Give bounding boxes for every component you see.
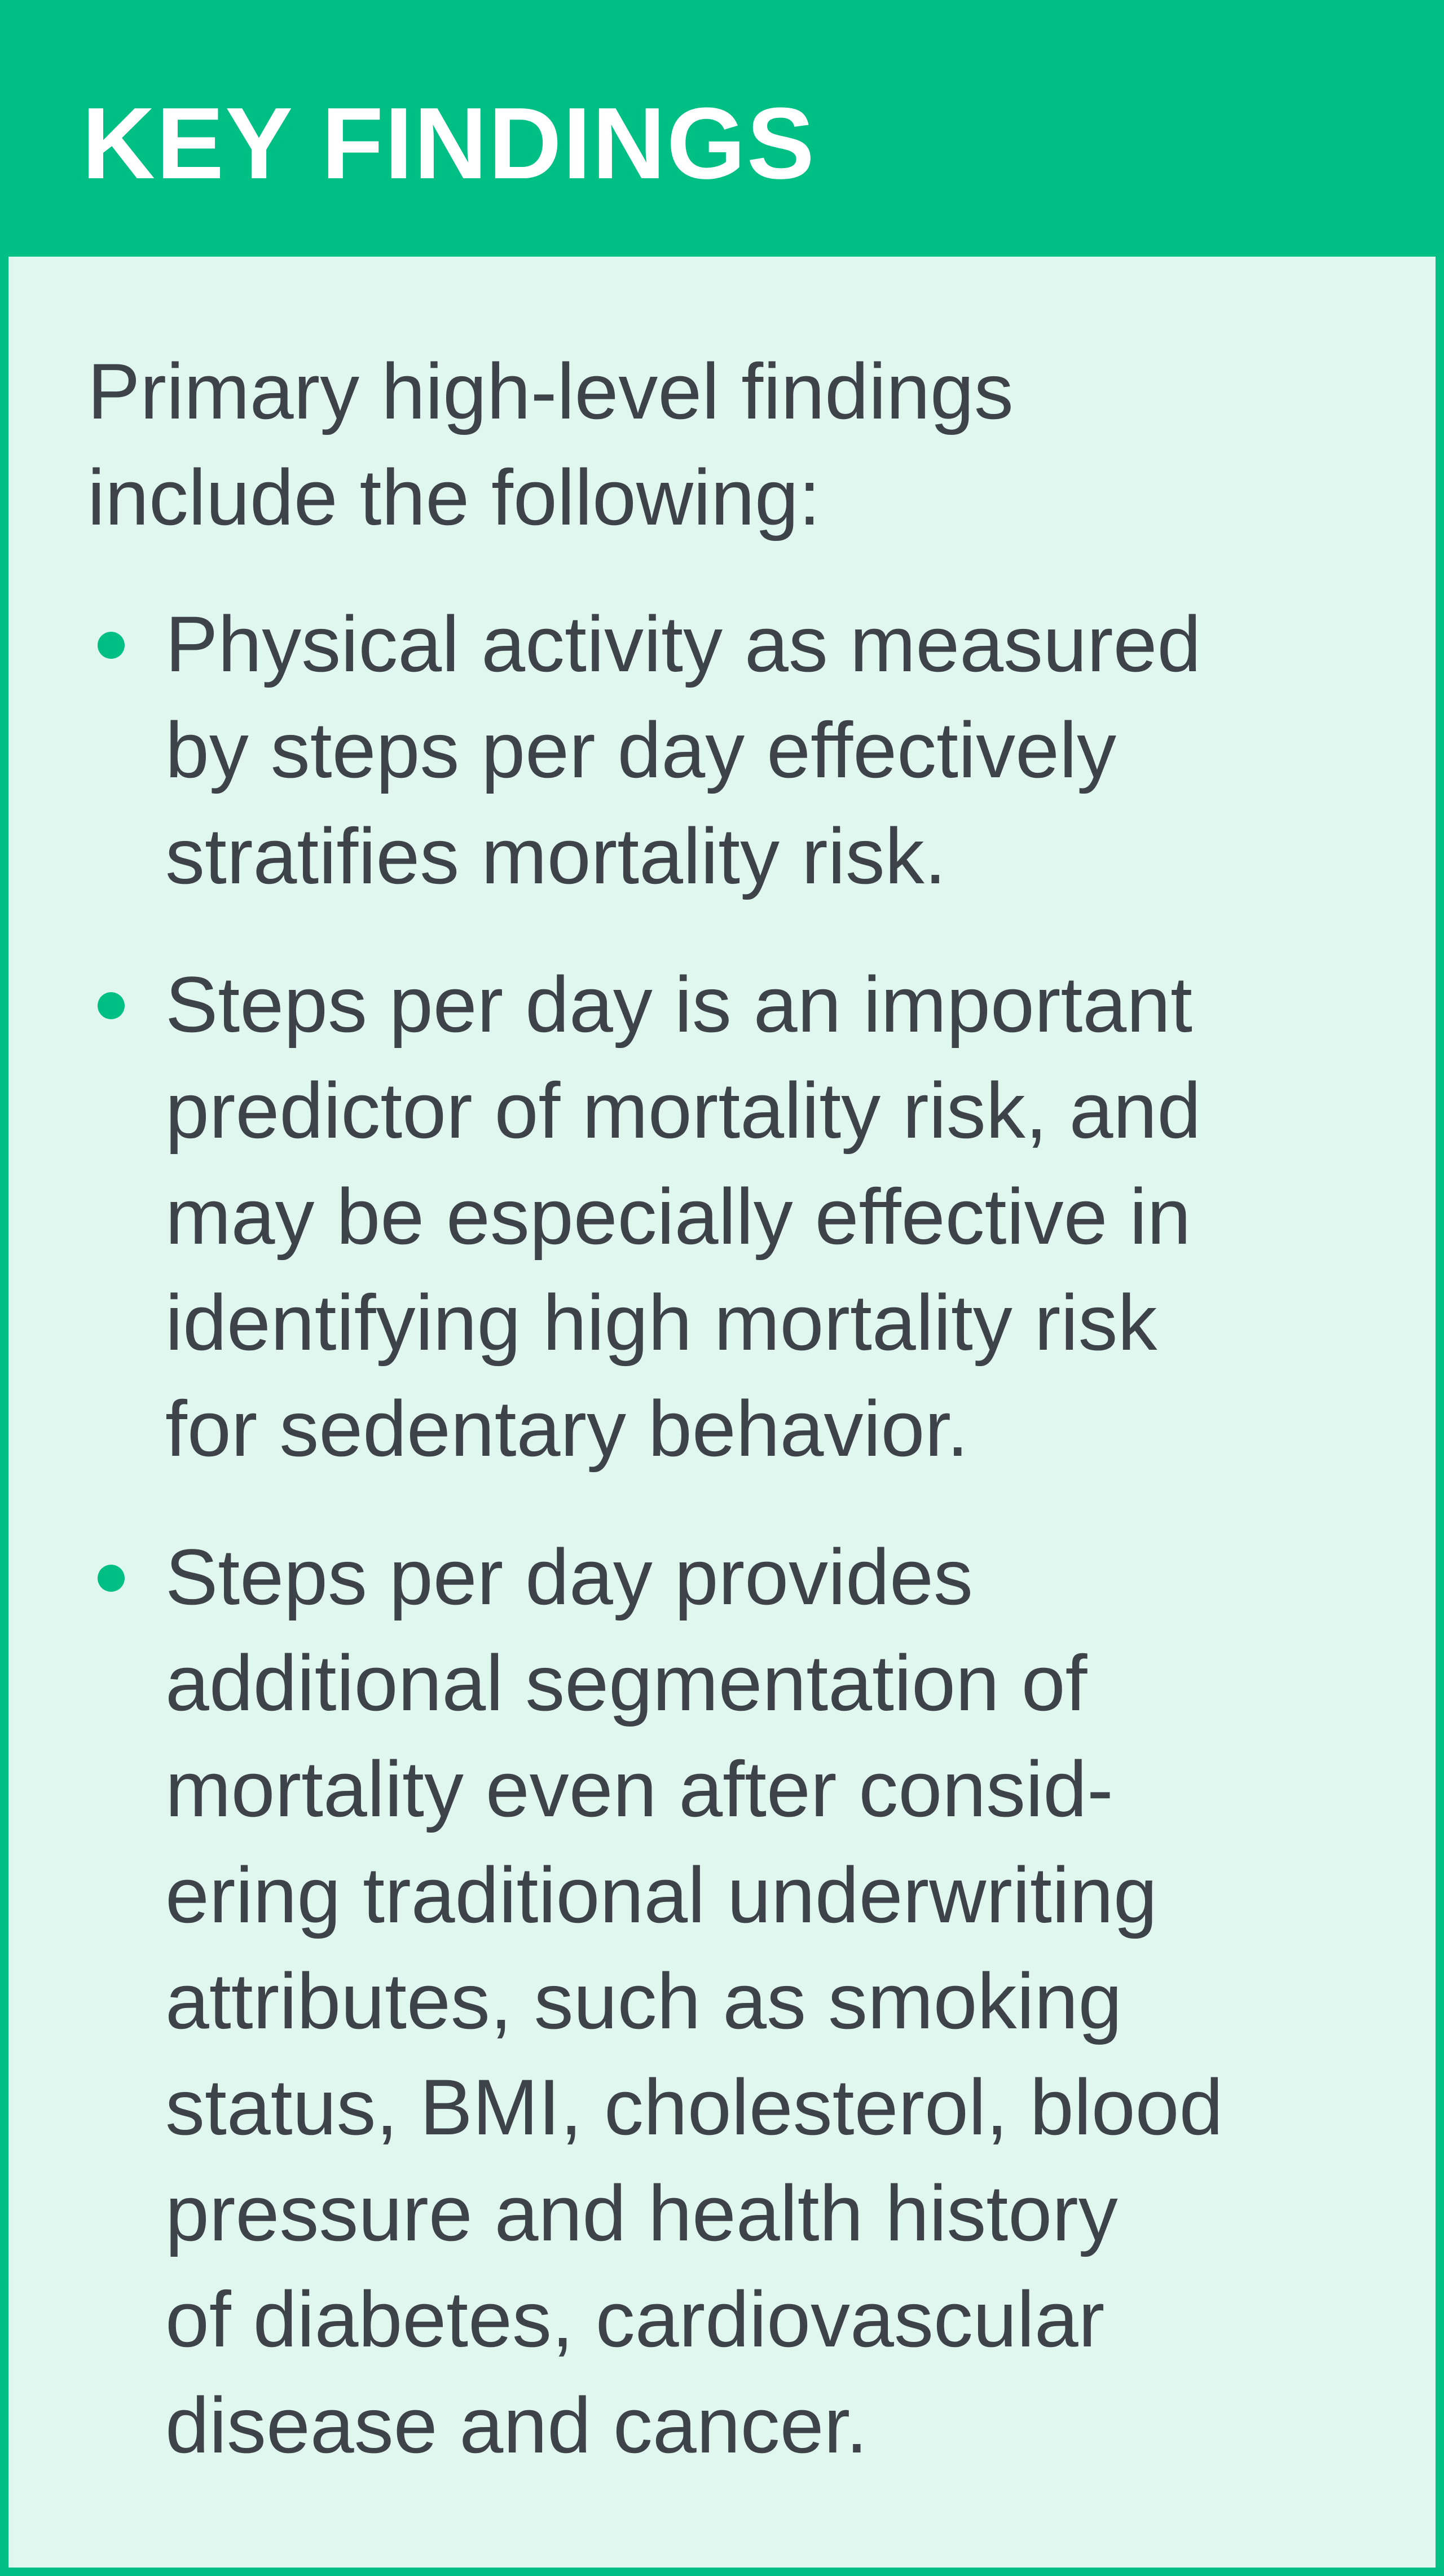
bullet-dot-icon (98, 992, 125, 1019)
finding-line: ering traditional underwriting (165, 1851, 1157, 1939)
finding-line: may be especially effective in (165, 1172, 1191, 1261)
finding-line: identifying high mortality risk (165, 1278, 1157, 1367)
callout-body (87, 338, 1385, 2521)
findings-list (87, 591, 1385, 2478)
intro-line: Primary high-level findings (87, 347, 1014, 435)
finding-line: status, BMI, cholesterol, blood (165, 2063, 1223, 2151)
finding-line: additional segmentation of (165, 1639, 1088, 1727)
finding-item-activity-stratifies-risk (87, 591, 1385, 909)
intro-paragraph (87, 338, 1385, 551)
bullet-dot-icon (98, 1565, 125, 1592)
finding-line: predictor of mortality risk, and (165, 1066, 1201, 1155)
callout-title: KEY FINDINGS (82, 87, 816, 200)
finding-line: attributes, such as smoking (165, 1957, 1122, 2045)
finding-line: stratifies mortality risk. (165, 812, 946, 900)
finding-line: Physical activity as measured (165, 600, 1201, 688)
finding-line: Steps per day is an important (165, 960, 1192, 1049)
intro-line: include the following: (87, 453, 821, 541)
finding-line: pressure and health history (165, 2169, 1118, 2257)
callout-header (8, 8, 1436, 257)
finding-item-additional-segmentation (87, 1524, 1385, 2478)
finding-line: disease and cancer. (165, 2381, 868, 2469)
finding-line: mortality even after consid- (165, 1745, 1113, 1833)
finding-item-steps-predictor (87, 952, 1385, 1482)
finding-line: by steps per day effectively (165, 706, 1117, 794)
finding-line: of diabetes, cardiovascular (165, 2275, 1105, 2363)
bullet-dot-icon (98, 632, 125, 659)
finding-line: Steps per day provides (165, 1533, 973, 1621)
finding-line: for sedentary behavior. (165, 1384, 969, 1473)
